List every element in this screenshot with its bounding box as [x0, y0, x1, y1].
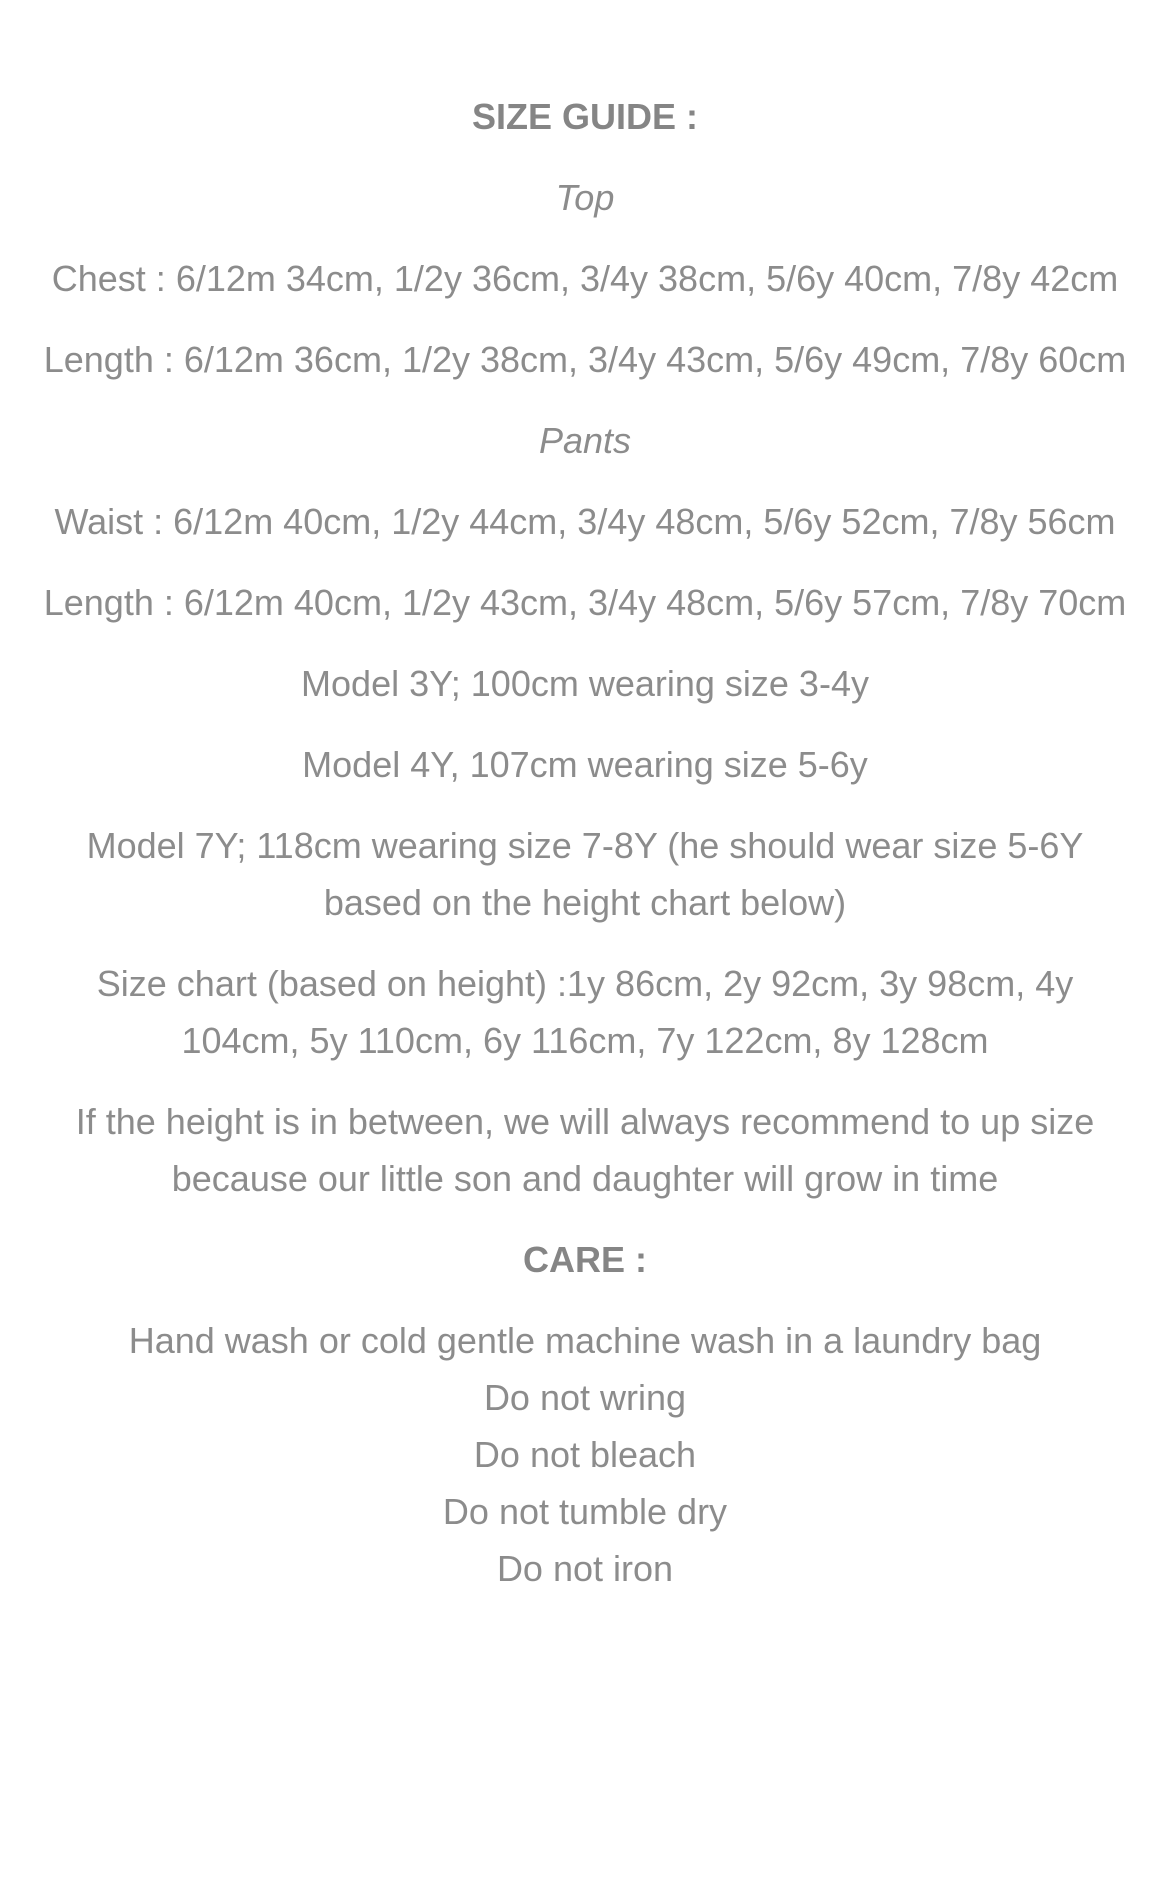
size-guide-heading: SIZE GUIDE :: [471, 96, 699, 137]
model-info-2: Model 4Y, 107cm wearing size 5-6y: [302, 744, 868, 785]
pants-section-label: Pants: [538, 420, 632, 461]
chest-measurements: Chest : 6/12m 34cm, 1/2y 36cm, 3/4y 38cm, 5/6y 40cm, 7/8y 42cm: [51, 258, 1119, 299]
product-description: [40, 0, 1130, 1597]
care-line: Do not bleach: [473, 1434, 697, 1475]
height-size-chart: Size chart (based on height) :1y 86cm, 2y 92cm, 3y 98cm, 4y 104cm, 5y 110cm, 6y 116cm, 7y 122cm, 8y 128cm: [96, 963, 1074, 1061]
model-info-3: Model 7Y; 118cm wearing size 7-8Y (he should wear size 5-6Y based on the height chart below): [86, 825, 1084, 923]
pants-length-measurements: Length : 6/12m 40cm, 1/2y 43cm, 3/4y 48cm, 5/6y 57cm, 7/8y 70cm: [43, 582, 1127, 623]
care-line: Hand wash or cold gentle machine wash in a laundry bag: [128, 1320, 1042, 1361]
waist-measurements: Waist : 6/12m 40cm, 1/2y 44cm, 3/4y 48cm, 5/6y 52cm, 7/8y 56cm: [54, 501, 1116, 542]
top-length-measurements: Length : 6/12m 36cm, 1/2y 38cm, 3/4y 43cm, 5/6y 49cm, 7/8y 60cm: [43, 339, 1127, 380]
care-line: Do not iron: [496, 1548, 674, 1589]
care-line: Do not tumble dry: [442, 1491, 728, 1532]
care-instructions: [40, 1312, 1130, 1597]
care-heading: CARE :: [523, 1239, 647, 1280]
care-line: Do not wring: [483, 1377, 687, 1418]
sizing-recommendation: If the height is in between, we will always recommend to up size because our little son and daughter will grow in time: [75, 1101, 1095, 1199]
top-section-label: Top: [555, 177, 615, 218]
model-info-1: Model 3Y; 100cm wearing size 3-4y: [301, 663, 869, 704]
